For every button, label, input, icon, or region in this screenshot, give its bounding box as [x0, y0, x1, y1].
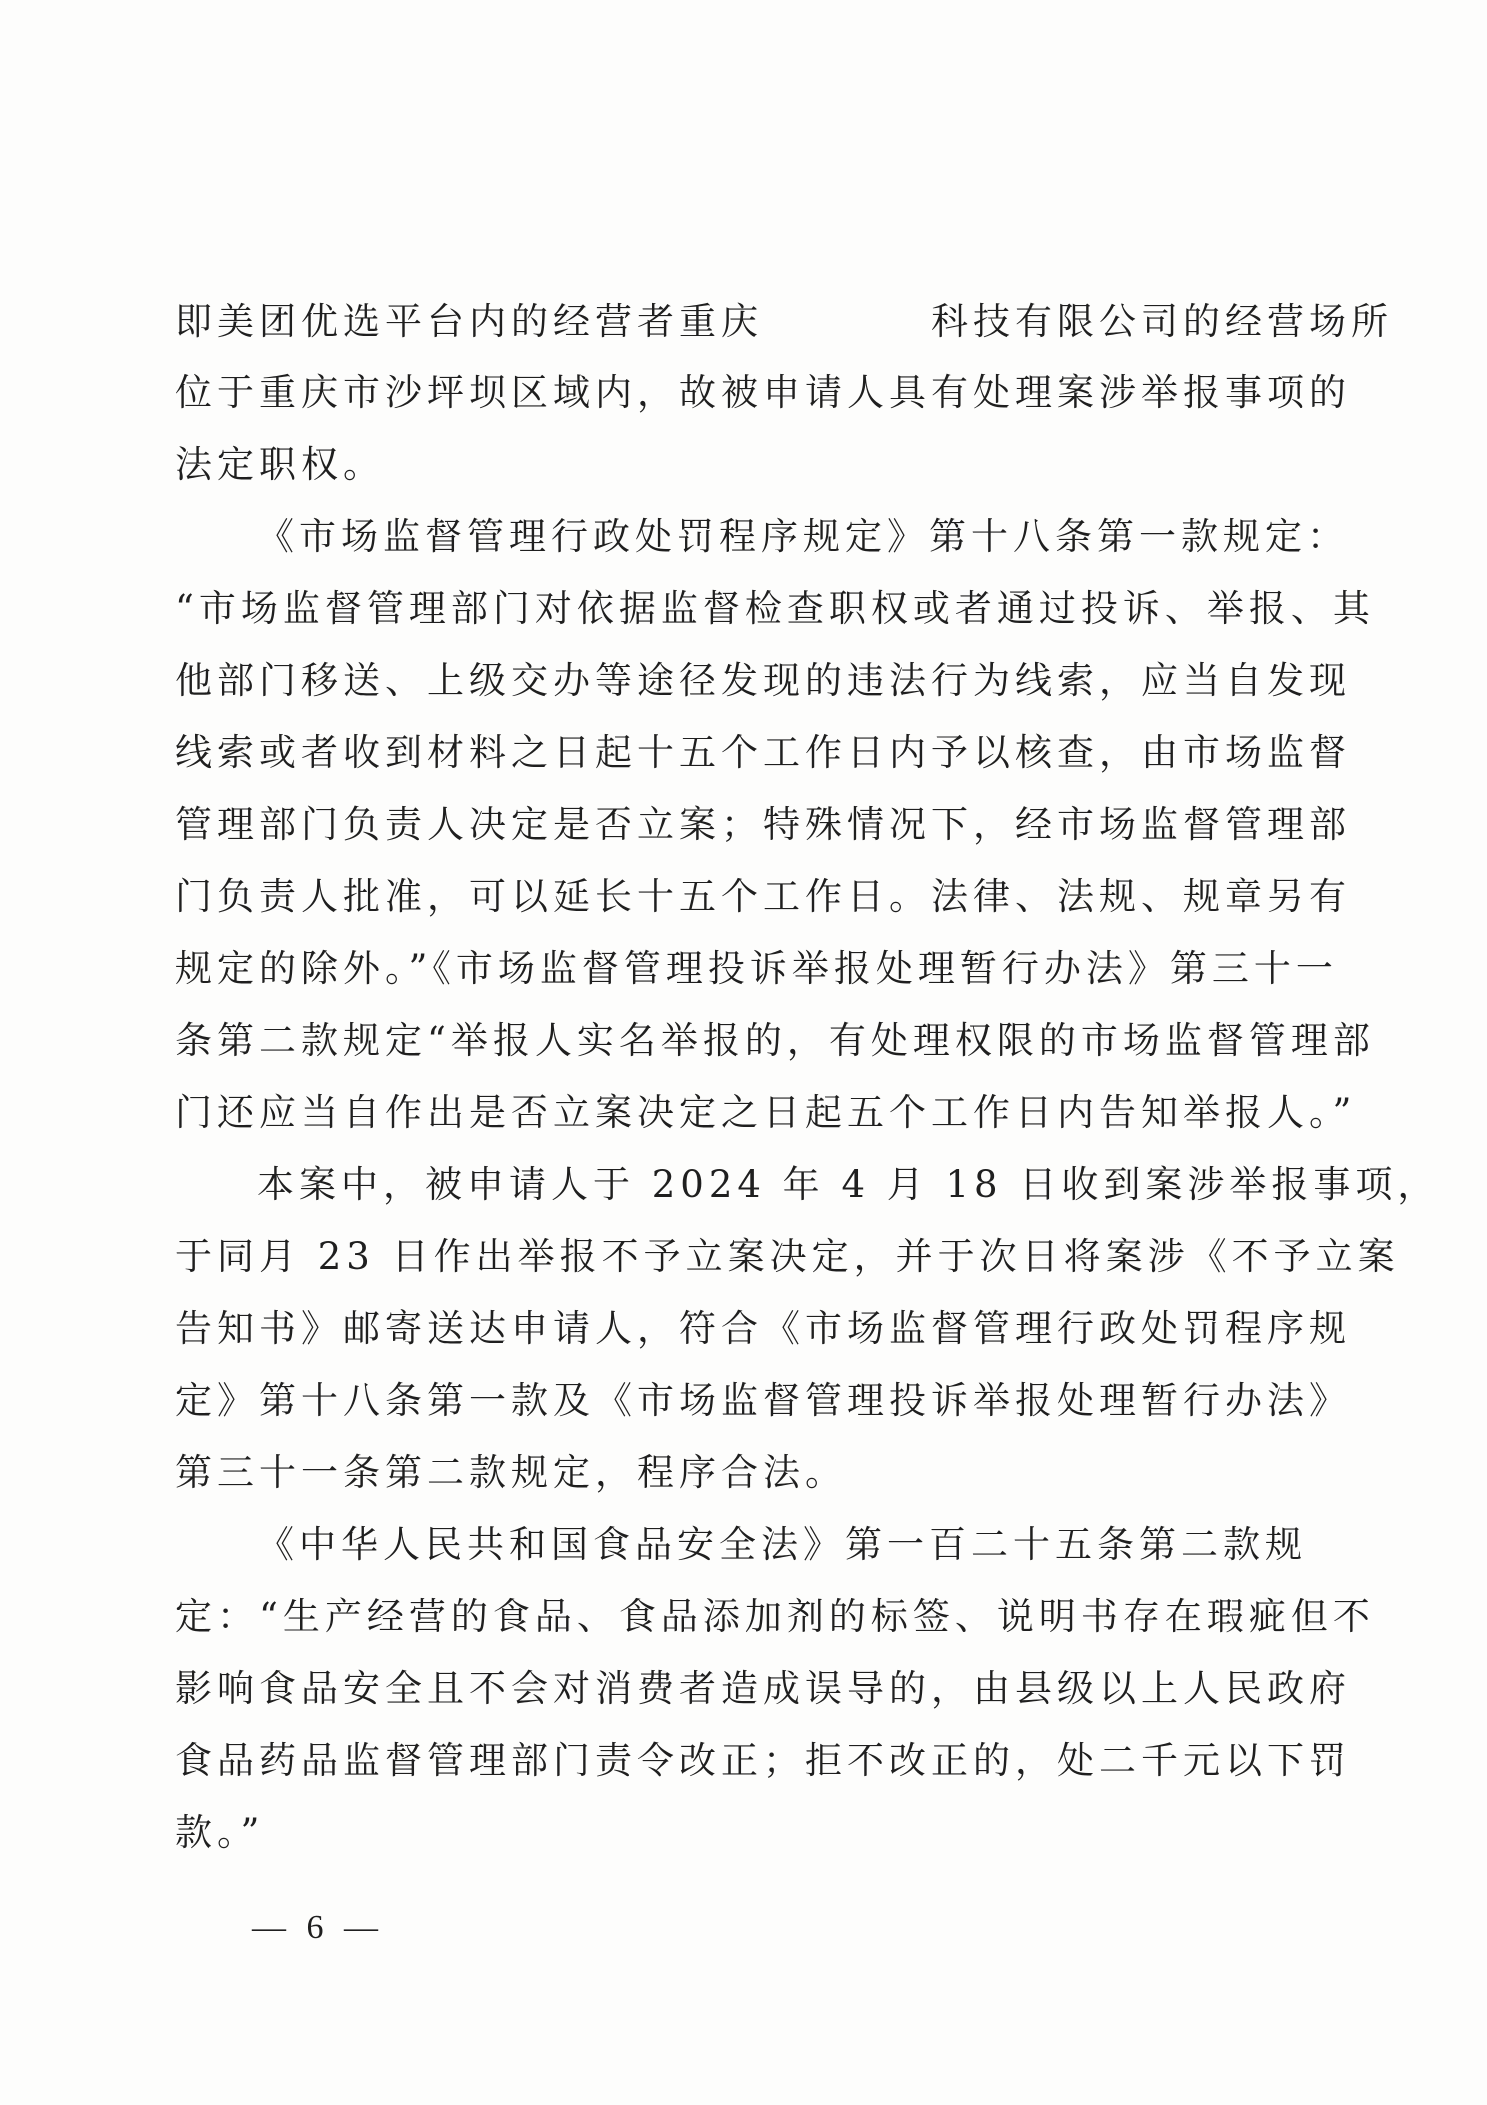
text-line: 食品药品监督管理部门责令改正；拒不改正的，处二千元以下罚: [175, 1739, 1351, 1782]
text-line: 定：“生产经营的食品、食品添加剂的标签、说明书存在瑕疵但不: [175, 1595, 1375, 1638]
text-line: “市场监督管理部门对依据监督检查职权或者通过投诉、举报、其: [175, 587, 1375, 630]
text-line: 规定的除外。”《市场监督管理投诉举报处理暂行办法》第三十一: [175, 947, 1338, 990]
text-line: 定》第十八条第一款及《市场监督管理投诉举报处理暂行办法》: [175, 1379, 1351, 1422]
text-line: 告知书》邮寄送达申请人，符合《市场监督管理行政处罚程序规: [175, 1307, 1351, 1350]
page-number: — 6 —: [252, 1909, 384, 1946]
text-line: 条第二款规定“举报人实名举报的，有处理权限的市场监督管理部: [175, 1019, 1375, 1062]
text-line: 于同月 23 日作出举报不予立案决定，并于次日将案涉《不予立案: [175, 1235, 1400, 1278]
text-line: 位于重庆市沙坪坝区域内，故被申请人具有处理案涉举报事项的: [175, 371, 1351, 414]
text-line: 《市场监督管理行政处罚程序规定》第十八条第一款规定：: [257, 515, 1349, 558]
text-line: 法定职权。: [175, 443, 385, 486]
text-line: 他部门移送、上级交办等途径发现的违法行为线索，应当自发现: [175, 659, 1351, 702]
text-line: 即美团优选平台内的经营者重庆 科技有限公司的经营场所: [175, 300, 1393, 343]
text-line: 线索或者收到材料之日起十五个工作日内予以核查，由市场监督: [175, 731, 1351, 774]
text-line: 影响食品安全且不会对消费者造成误导的，由县级以上人民政府: [175, 1667, 1351, 1710]
text-line: 门负责人批准，可以延长十五个工作日。法律、法规、规章另有: [175, 875, 1351, 918]
text-line: 本案中，被申请人于 2024 年 4 月 18 日收到案涉举报事项，: [257, 1163, 1440, 1206]
text-line: 《中华人民共和国食品安全法》第一百二十五条第二款规: [257, 1523, 1307, 1566]
text-line: 款。”: [175, 1811, 265, 1854]
text-line: 第三十一条第二款规定，程序合法。: [175, 1451, 847, 1494]
text-line: 门还应当自作出是否立案决定之日起五个工作日内告知举报人。”: [175, 1091, 1357, 1134]
text-line: 管理部门负责人决定是否立案；特殊情况下，经市场监督管理部: [175, 803, 1351, 846]
